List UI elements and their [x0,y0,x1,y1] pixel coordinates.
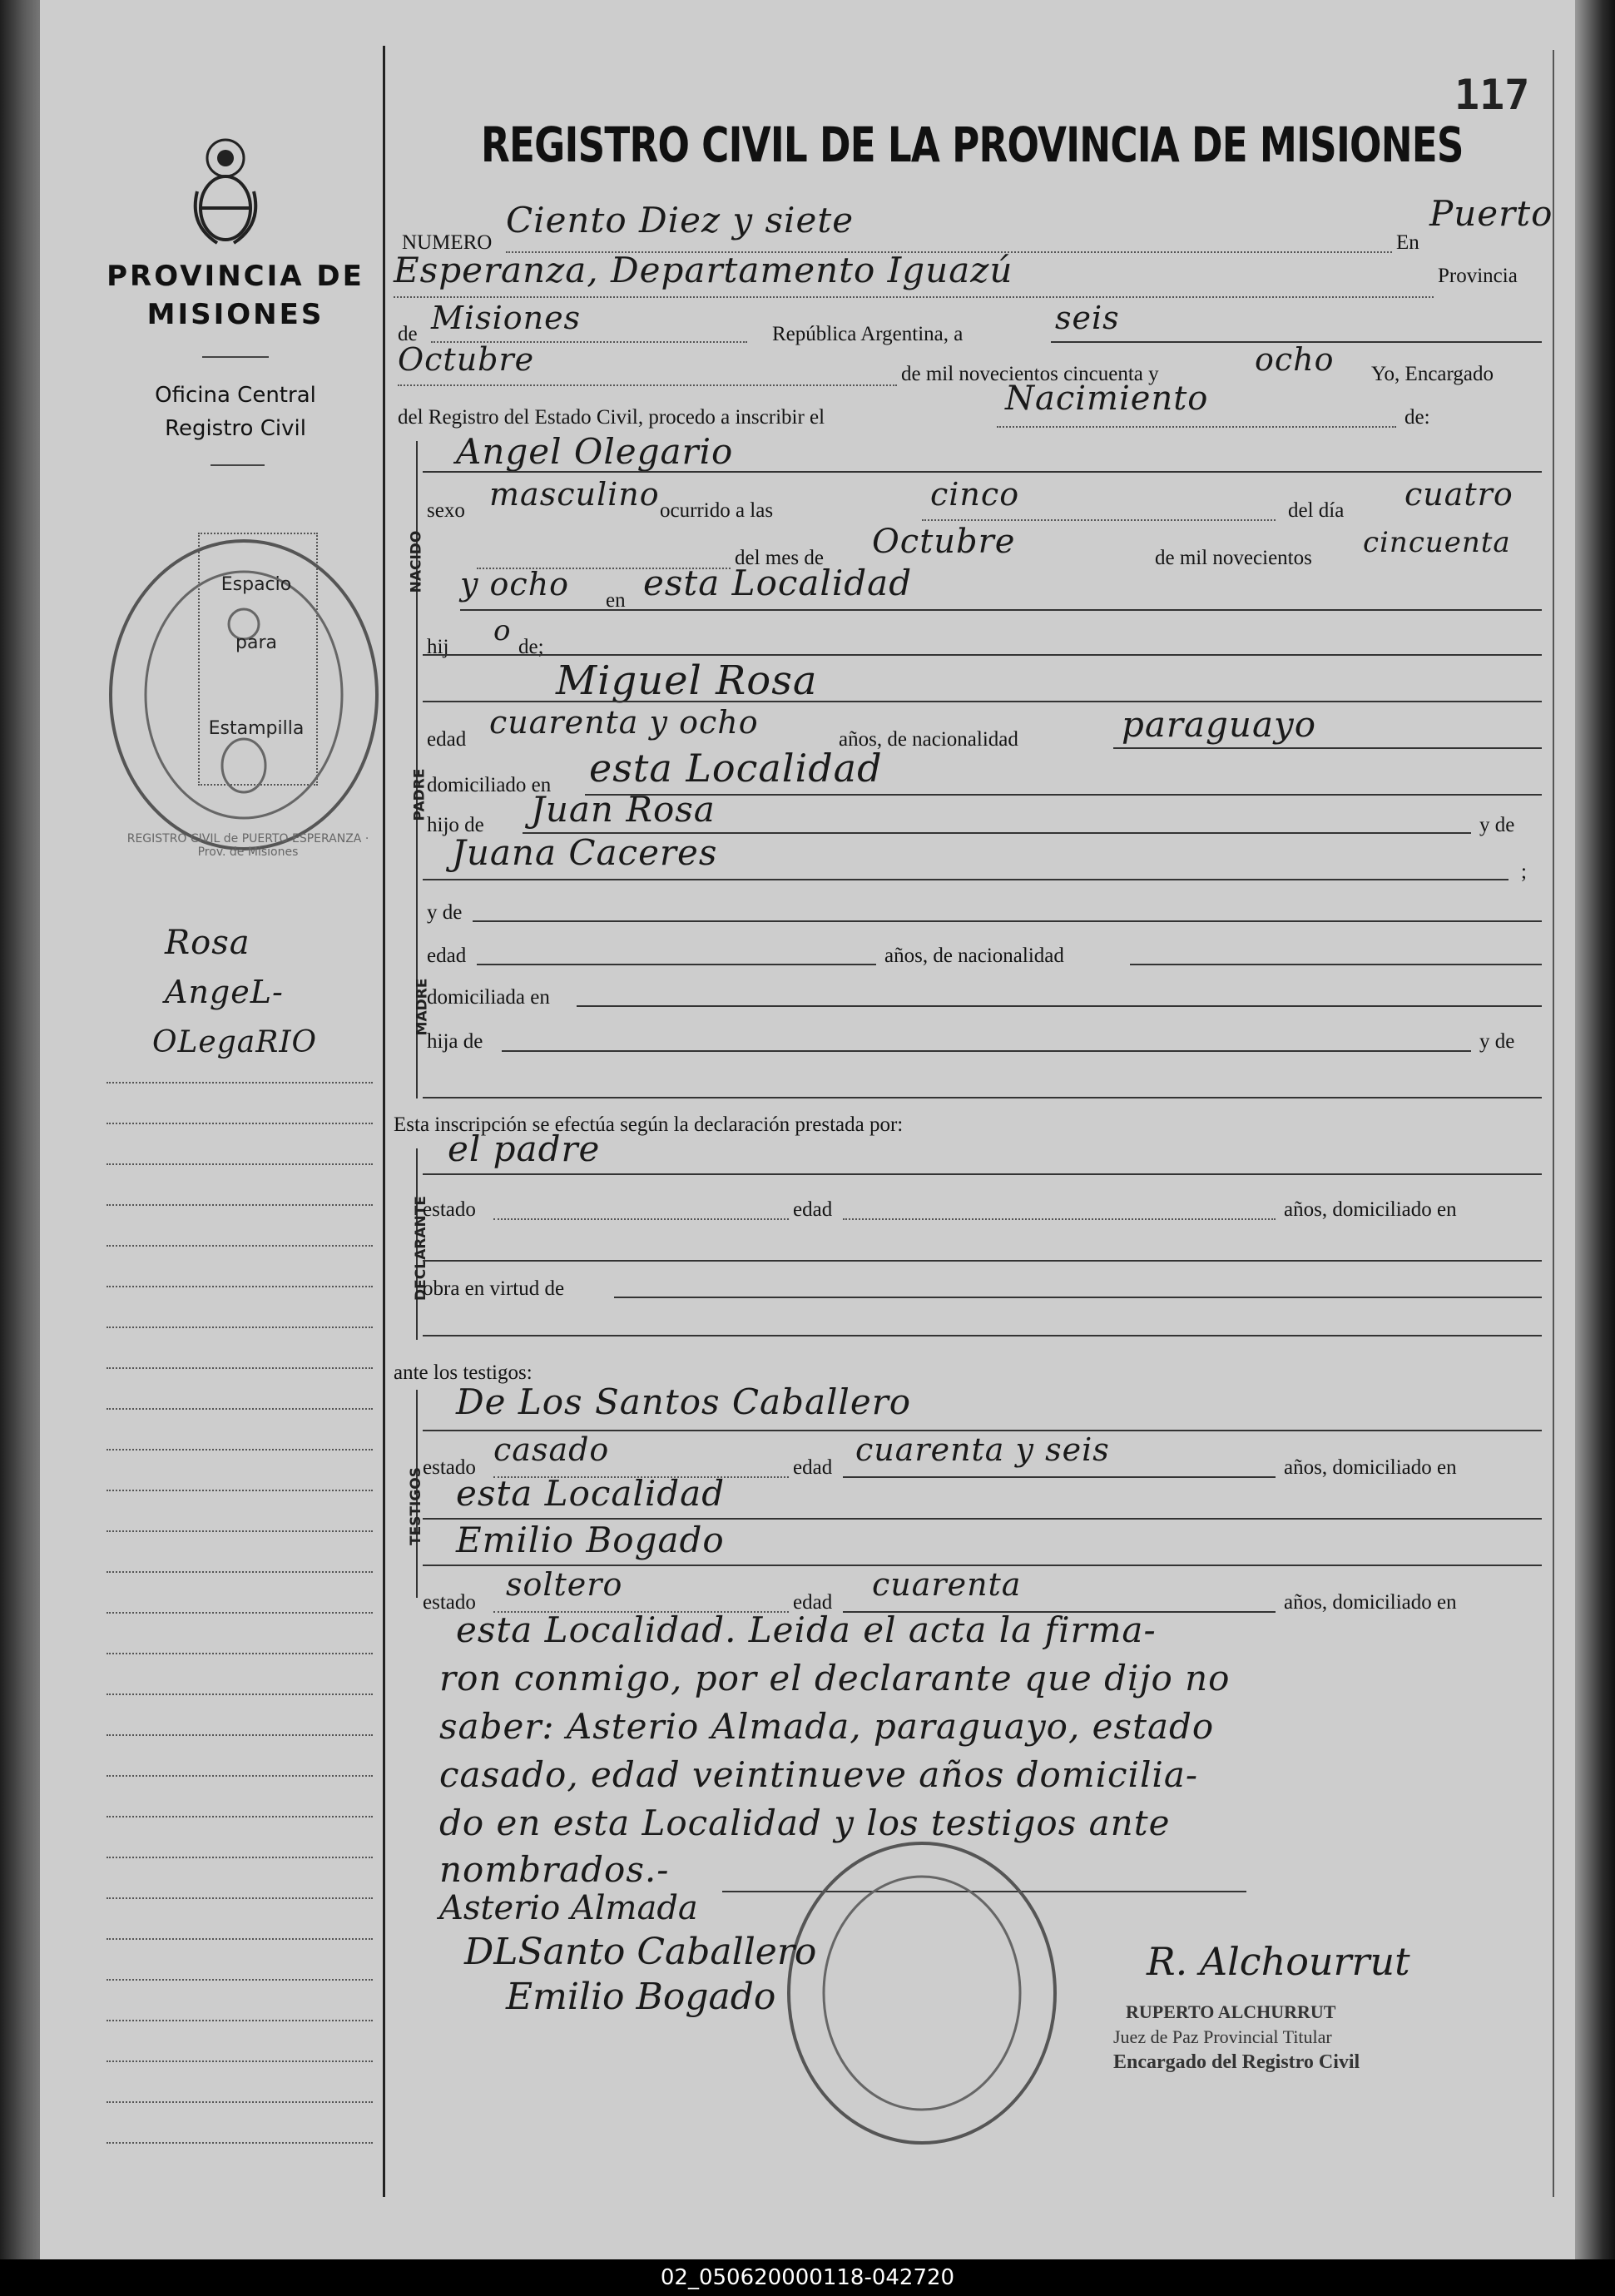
acto-rule [997,426,1396,428]
madre-y-de-label: y de [427,901,463,924]
padre-domicilio-value: esta Localidad [589,746,883,791]
sidebar-dotted-rule [107,1530,373,1532]
judge-role: Encargado del Registro Civil [1113,2051,1360,2073]
testigos-section-label: TESTIGOS [408,1466,425,1546]
margin-note-surname: Rosa [165,924,250,962]
padre-madre-value: Juana Caceres [452,832,718,873]
closing-line-3: saber: Asterio Almada, paraguayo, estado [439,1706,1215,1747]
hijo-rule [423,654,1542,656]
sidebar-dotted-rule [107,1123,373,1124]
sidebar-dotted-rule [107,1408,373,1410]
lugar-value: esta Localidad [643,563,913,603]
scan-footer-id: 02_050620000118-042720 [0,2259,1615,2296]
sidebar-dotted-rule [107,1612,373,1614]
declarante-dom-rule [423,1260,1542,1262]
republica-label: República Argentina, a [772,323,964,345]
sidebar-dotted-rule [107,1734,373,1736]
judge-title: Juez de Paz Provincial Titular [1113,2026,1332,2047]
madre-edad-rule [477,964,876,965]
testigo2-estado-label: estado [423,1591,476,1614]
declarante-edad-rule [843,1218,1276,1220]
sidebar-dotted-rule [107,2101,373,2103]
sidebar-dotted-rule [107,1979,373,1981]
padre-hijo-label: hijo de [427,814,484,836]
declarante-obra-rule [614,1297,1542,1298]
right-border [1553,50,1554,2197]
sidebar-office: Oficina Central [155,383,316,408]
margin-note-name: AngeL- [165,974,284,1010]
padre-madre-rule [423,879,1508,880]
sidebar-dotted-rule [107,1897,373,1899]
anio-value-2: y ocho [460,566,570,603]
closing-line-4: casado, edad veintinueve años domicilia- [439,1754,1199,1795]
stamp-space-label-3: Estampilla [208,718,305,739]
page-title: REGISTRO CIVIL DE LA PROVINCIA DE MISIONES [481,117,1464,173]
padre-domicilio-rule [585,794,1542,796]
declarante-intro: Esta inscripción se efectúa según la declaración prestada por: [394,1113,904,1136]
hijo-label: hij [427,636,449,658]
closing-line-5: do en esta Localidad y los testigos ante [439,1803,1171,1843]
testigo2-edad: cuarenta [872,1566,1022,1603]
dia-value: cuatro [1404,476,1513,513]
stamp-space-label-2: para [235,632,277,653]
closing-line-6: nombrados.- [439,1849,670,1890]
sidebar-dotted-rule [107,1653,373,1654]
hora-value: cinco [930,476,1020,513]
nacido-name-rule [423,471,1542,473]
padre-name: Miguel Rosa [556,657,818,704]
registro-label: del Registro del Estado Civil, procedo a inscribir el [398,406,825,429]
sidebar-rule [202,356,269,358]
signature-declarante: Asterio Almada [439,1889,698,1927]
padre-hijo-value: Juan Rosa [531,789,716,830]
sidebar-dotted-rule [107,1163,373,1165]
sidebar-dotted-rule [107,1857,373,1858]
madre-nacionalidad-rule [1130,964,1542,965]
en-label: En [1396,231,1419,254]
testigo1-name: De Los Santos Caballero [456,1381,912,1422]
sidebar-dotted-rule [107,1571,373,1573]
record-page [40,0,1575,2259]
testigo1-edad: cuarenta y seis [855,1431,1110,1468]
testigo1-anios-label: años, domiciliado en [1284,1456,1457,1479]
padre-anios-label: años, de nacionalidad [839,728,1018,751]
ocurrido-label: ocurrido a las [660,499,774,522]
madre-section-label: MADRE [414,978,431,1036]
mes-label: del mes de [735,547,824,569]
hijo-de-label: de; [518,636,544,658]
de3-label: de: [1404,406,1430,429]
declarante-edad-label: edad [793,1198,833,1221]
page-number: 117 [1454,71,1530,119]
signature-judge: R. Alchourrut [1147,1939,1410,1984]
testigo1-estado: casado [493,1431,610,1468]
closing-line-2: ron conmigo, por el declarante que dijo no [439,1658,1231,1698]
padre-name-rule [423,701,1542,702]
sidebar-dotted-rule [107,2142,373,2144]
month-rule [398,384,897,386]
nacido-section-label: NACIDO [408,530,425,593]
declarante-estado-rule [493,1218,789,1220]
madre-anios-label: años, de nacionalidad [884,945,1064,967]
padre-edad-value: cuarenta y ocho [489,704,759,741]
declarante-section-label: DECLARANTE [412,1196,429,1301]
testigo2-edad-label: edad [793,1591,833,1614]
place-rule [394,296,1434,298]
closing-line-1: esta Localidad. Leida el acta la firma- [456,1609,1157,1650]
argentina-coat-of-arms-icon [192,133,259,250]
declarante-obra-label: obra en virtud de [423,1277,565,1300]
day-value: seis [1055,300,1120,336]
madre-hija-label: hija de [427,1030,483,1053]
sidebar-dotted-rule [107,1245,373,1247]
year-value: ocho [1255,341,1335,378]
stamp-space-label: Espacio [220,574,292,595]
book-spine-right [1575,0,1615,2259]
yo-label: Yo, Encargado [1371,363,1494,385]
padre-section-label: PADRE [411,768,429,821]
sidebar-province-name: MISIONES [146,298,324,331]
sidebar-dotted-rule [107,1367,373,1369]
registry-seal-bottom-icon [780,1835,1063,2151]
judge-name: RUPERTO ALCHURRUT [1126,2001,1336,2022]
numero-label: NUMERO [402,231,493,254]
anio-label: de mil novecientos [1155,547,1312,569]
hijo-value: o [493,614,512,647]
sexo-value: masculino [489,476,660,513]
testigos-intro: ante los testigos: [394,1361,533,1384]
declarante-value: el padre [448,1128,601,1169]
lugar-rule [460,609,1542,611]
sidebar-dotted-rule [107,2020,373,2021]
testigo1-edad-rule [843,1476,1276,1478]
padre-y-de-label: y de [1479,814,1515,836]
anio-value: cincuenta [1363,526,1511,559]
nacido-name: Angel Olegario [456,431,734,472]
madre-name-rule [473,920,1542,922]
month-value: Octubre [398,341,535,378]
sidebar-rule-2 [211,464,265,466]
signature-testigo2: Emilio Bogado [506,1976,776,2018]
sidebar-office-registry: Registro Civil [165,416,306,441]
sidebar-dotted-rule [107,1327,373,1328]
padre-nacionalidad-value: paraguayo [1122,704,1317,745]
year-label: de mil novecientos cincuenta y [901,363,1159,385]
provincia-label: Provincia [1438,265,1518,287]
testigo2-anios-label: años, domiciliado en [1284,1591,1457,1614]
signature-testigo1: DLSanto Caballero [464,1931,817,1973]
sidebar-province: PROVINCIA DE [107,260,364,293]
en-label-nacido: en [606,589,626,612]
testigo1-domicilio: esta Localidad [456,1473,726,1514]
padre-nacionalidad-rule [1113,747,1542,749]
madre-y-de2-label: y de [1479,1030,1515,1053]
acto-value: Nacimiento [1005,379,1209,418]
declarante-anios-label: años, domiciliado en [1284,1198,1457,1221]
declarante-estado-label: estado [423,1198,476,1221]
sidebar-dotted-rule [107,2060,373,2062]
dia-label: del día [1288,499,1345,522]
place-value: Esperanza, Departamento Iguazú [394,250,1013,290]
margin-note-name-2: OLegaRIO [152,1025,318,1059]
provincia-value: Misiones [431,300,582,336]
testigo2-name: Emilio Bogado [456,1520,725,1560]
sidebar-dotted-rule [107,1449,373,1450]
madre-edad-label: edad [427,945,467,967]
sidebar-dotted-rule [107,1693,373,1695]
padre-domicilio-label: domiciliado en [427,774,552,796]
margin-divider [383,46,385,2197]
declarante-rule [423,1173,1542,1175]
sidebar-dotted-rule [107,1082,373,1084]
sexo-label: sexo [427,499,465,522]
padre-semicolon: ; [1521,860,1527,883]
sidebar-dotted-rule [107,1286,373,1287]
padre-edad-label: edad [427,728,467,751]
madre-domicilio-label: domiciliada en [427,986,550,1009]
sidebar-dotted-rule [107,1204,373,1206]
book-spine-left [0,0,40,2259]
hora-rule [922,519,1276,521]
testigo2-estado: soltero [506,1566,623,1603]
de-label: de [398,323,418,345]
madre-domicilio-rule [577,1005,1542,1007]
sidebar-dotted-rule [107,1938,373,1940]
en-value: Puerto [1429,193,1553,234]
seal-legend: REGISTRO CIVIL de PUERTO ESPERANZA · Prov. de Misiones [126,832,369,859]
numero-value: Ciento Diez y siete [506,200,855,241]
declarante-last-rule [423,1335,1542,1336]
sidebar-dotted-rule [107,1816,373,1817]
testigo1-estado-label: estado [423,1456,476,1479]
sidebar-dotted-rule [107,1490,373,1491]
mes-value: Octubre [872,523,1016,561]
madre-hija-rule [502,1050,1471,1052]
madre-last-rule [423,1097,1542,1098]
sidebar-dotted-rule [107,1775,373,1777]
testigo1-edad-label: edad [793,1456,833,1479]
